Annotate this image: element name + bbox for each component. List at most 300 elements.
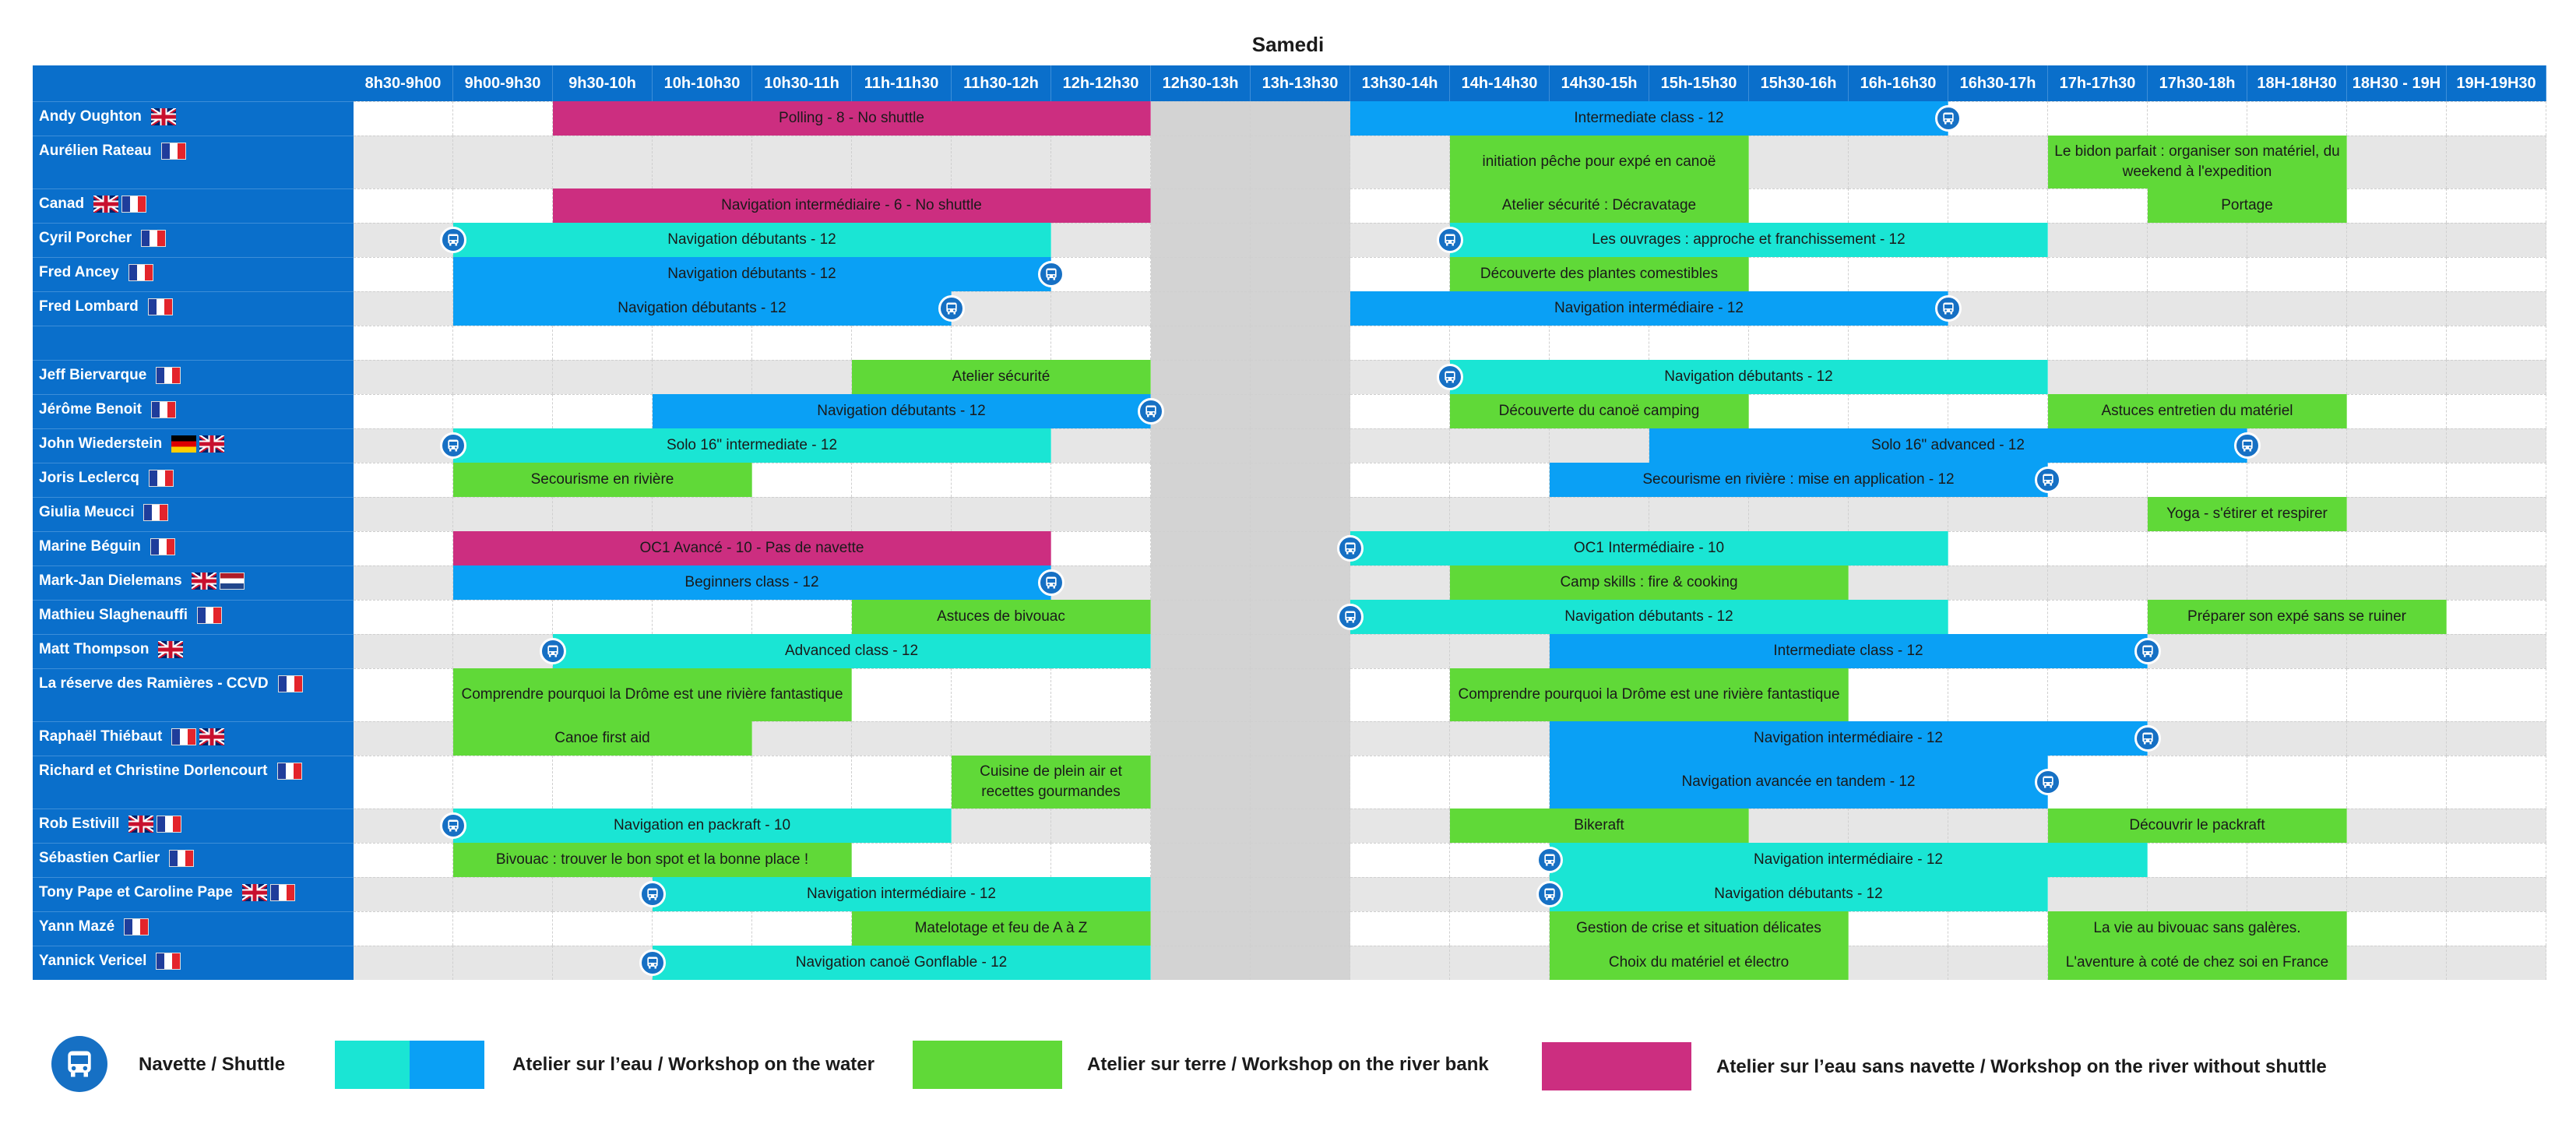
workshop-block[interactable] (453, 721, 752, 756)
empty-slot-cell (1350, 136, 1450, 188)
workshop-block[interactable] (1550, 721, 2148, 756)
empty-slot-cell (1948, 946, 2048, 980)
participant-name: Jeff Biervarque (39, 367, 147, 383)
workshop-block[interactable] (1450, 394, 1749, 428)
empty-slot-cell (1350, 463, 1450, 497)
empty-slot-cell (1948, 188, 2048, 223)
workshop-label: Navigation intermédiaire - 12 (1754, 851, 1943, 868)
workshop-label: OC1 Intermédiaire - 10 (1573, 540, 1725, 556)
flag-fr-icon (156, 953, 181, 970)
workshop-label: Secourisme en rivière : mise en application - 12 (1642, 471, 1955, 488)
workshop-block[interactable] (1350, 600, 1948, 634)
flag-uk-icon (151, 108, 176, 125)
empty-slot-cell (2247, 668, 2347, 721)
shuttle-bus-icon (2035, 769, 2061, 795)
participant-name-cell (33, 188, 354, 223)
empty-slot-cell (1550, 497, 1649, 531)
empty-slot-cell (2048, 668, 2148, 721)
workshop-block[interactable] (852, 360, 1151, 394)
empty-slot-cell (453, 911, 553, 946)
empty-slot-cell (2247, 531, 2347, 565)
empty-slot-cell (1450, 756, 1550, 809)
empty-slot-cell (1051, 531, 1151, 565)
shuttle-bus-icon (1337, 535, 1364, 562)
empty-slot-cell (2048, 497, 2148, 531)
time-slot-header: 13h-13h30 (1251, 65, 1350, 101)
empty-slot-cell (2048, 565, 2148, 600)
legend-shuttle-label: Navette / Shuttle (139, 1054, 286, 1075)
empty-slot-cell (1948, 257, 2048, 291)
participant-name-cell (33, 809, 354, 843)
time-slot-header: 11h30-12h (952, 65, 1051, 101)
participant-name: Matt Thompson (39, 641, 150, 657)
empty-slot-cell (2347, 360, 2447, 394)
shuttle-bus-icon (639, 949, 666, 976)
workshop-label: La vie au bivouac sans galères. (2093, 920, 2301, 936)
workshop-label: Navigation débutants - 12 (667, 266, 836, 282)
flag-uk-icon (242, 884, 267, 901)
lunch-break-cell (1251, 136, 1350, 188)
empty-slot-cell (354, 188, 453, 223)
participant-name-cell (33, 843, 354, 877)
empty-slot-cell (1849, 911, 1948, 946)
workshop-block[interactable] (852, 911, 1151, 946)
lunch-break-cell (1151, 911, 1251, 946)
empty-slot-cell (2048, 360, 2148, 394)
schedule-grid (33, 65, 2550, 1005)
empty-slot-cell (453, 188, 553, 223)
empty-slot-cell (1948, 600, 2048, 634)
empty-slot-cell (2347, 257, 2447, 291)
participant-name: Tony Pape et Caroline Pape (39, 884, 233, 900)
participant-name: Sébastien Carlier (39, 850, 160, 866)
workshop-label: Astuces entretien du matériel (2101, 403, 2293, 419)
workshop-block[interactable] (2148, 188, 2347, 223)
time-slot-header: 15h30-16h (1749, 65, 1849, 101)
shuttle-bus-icon (540, 638, 566, 664)
workshop-block[interactable] (453, 257, 1051, 291)
empty-slot-cell (2347, 136, 2447, 188)
empty-slot-cell (752, 756, 852, 809)
workshop-label: Camp skills : fire & cooking (1560, 574, 1738, 590)
empty-slot-cell (553, 600, 653, 634)
workshop-block[interactable] (2048, 394, 2347, 428)
workshop-block[interactable] (453, 428, 1051, 463)
empty-slot-cell (354, 360, 453, 394)
workshop-label: Le bidon parfait : organiser son matériel, du weekend à l'expedition (2054, 143, 2340, 180)
legend (0, 1013, 2576, 1114)
empty-slot-cell (1051, 257, 1151, 291)
empty-slot-cell (952, 291, 1051, 326)
empty-slot-cell (1350, 668, 1450, 721)
legend-land-swatch (913, 1041, 1062, 1089)
empty-slot-cell (354, 843, 453, 877)
workshop-block[interactable] (653, 394, 1151, 428)
participant-name: Andy Oughton (39, 108, 142, 125)
shuttle-bus-icon (2234, 432, 2261, 459)
flag-fr-icon (270, 884, 295, 901)
workshop-block[interactable] (1550, 946, 1849, 980)
empty-slot-cell (2447, 101, 2546, 136)
empty-slot-cell (453, 360, 553, 394)
empty-slot-cell (2247, 877, 2347, 911)
empty-slot-cell (1051, 428, 1151, 463)
workshop-label: Gestion de crise et situation délicates (1576, 920, 1821, 936)
lunch-break-cell (1251, 911, 1350, 946)
empty-slot-cell (2447, 291, 2546, 326)
empty-slot-cell (1450, 634, 1550, 668)
empty-slot-cell (553, 911, 653, 946)
empty-slot-cell (553, 360, 653, 394)
legend-no-shuttle-swatch (1542, 1042, 1691, 1090)
lunch-break-cell (1151, 497, 1251, 531)
empty-slot-cell (752, 360, 852, 394)
workshop-block[interactable] (2048, 136, 2347, 188)
workshop-label: Atelier sécurité (952, 368, 1050, 385)
empty-slot-cell (952, 721, 1051, 756)
empty-slot-cell (453, 497, 553, 531)
empty-slot-cell (354, 291, 453, 326)
empty-slot-cell (2247, 360, 2347, 394)
empty-slot-cell (1350, 634, 1450, 668)
workshop-label: Découverte du canoë camping (1498, 403, 1700, 419)
lunch-break-cell (1251, 946, 1350, 980)
empty-slot-cell (653, 756, 752, 809)
workshop-block[interactable] (653, 946, 1151, 980)
workshop-label: initiation pêche pour expé en canoë (1482, 153, 1716, 170)
empty-slot-cell (2247, 257, 2347, 291)
empty-slot-cell (1051, 721, 1151, 756)
empty-slot-cell (2048, 531, 2148, 565)
time-slot-header: 9h30-10h (553, 65, 653, 101)
lunch-break-cell (1251, 394, 1350, 428)
time-slot-header: 18H-18H30 (2247, 65, 2347, 101)
shuttle-bus-icon (440, 432, 466, 459)
workshop-block[interactable] (653, 877, 1151, 911)
participant-name-cell (33, 101, 354, 136)
workshop-label: Navigation débutants - 12 (1564, 608, 1733, 625)
participant-name: Canad (39, 196, 85, 212)
lunch-break-cell (1251, 600, 1350, 634)
time-slot-header: 16h30-17h (1948, 65, 2048, 101)
workshop-label: Navigation intermédiaire - 6 - No shuttle (721, 197, 982, 213)
workshop-block[interactable] (453, 668, 852, 721)
flag-fr-icon (197, 607, 222, 624)
empty-slot-cell (2447, 600, 2546, 634)
workshop-label: Navigation débutants - 12 (817, 403, 986, 419)
workshop-block[interactable] (2148, 600, 2447, 634)
empty-slot-cell (1350, 565, 1450, 600)
empty-slot-cell (1350, 257, 1450, 291)
empty-slot-cell (2048, 188, 2148, 223)
empty-slot-cell (1749, 394, 1849, 428)
workshop-block[interactable] (1450, 809, 1749, 843)
participant-name-cell (33, 565, 354, 600)
participant-name-cell (33, 463, 354, 497)
lunch-break-cell (1151, 809, 1251, 843)
legend-water-label: Atelier sur l’eau / Workshop on the water (512, 1054, 875, 1075)
workshop-block[interactable] (1450, 257, 1749, 291)
empty-slot-cell (2347, 223, 2447, 257)
empty-slot-cell (2048, 101, 2148, 136)
workshop-block[interactable] (2148, 497, 2347, 531)
empty-slot-cell (1350, 497, 1450, 531)
participant-name: Giulia Meucci (39, 504, 135, 520)
workshop-block[interactable] (453, 223, 1051, 257)
workshop-block[interactable] (1350, 531, 1948, 565)
empty-slot-cell (354, 394, 453, 428)
participant-name-cell (33, 394, 354, 428)
legend-water-swatch-blue (410, 1041, 484, 1089)
workshop-label: Bivouac : trouver le bon spot et la bonne place ! (495, 851, 809, 868)
lunch-break-cell (1251, 809, 1350, 843)
workshop-block[interactable] (553, 101, 1151, 136)
participant-name: Fred Lombard (39, 298, 139, 315)
header-name-column (33, 65, 354, 101)
empty-slot-cell (553, 394, 653, 428)
workshop-block[interactable] (2048, 911, 2347, 946)
lunch-break-cell (1151, 721, 1251, 756)
empty-slot-cell (2148, 257, 2247, 291)
workshop-block[interactable] (553, 188, 1151, 223)
workshop-label: Préparer son expé sans se ruiner (2187, 608, 2406, 625)
workshop-label: Advanced class - 12 (784, 643, 919, 659)
workshop-block[interactable] (1450, 136, 1749, 188)
empty-slot-cell (1749, 188, 1849, 223)
empty-slot-cell (2048, 223, 2148, 257)
flag-fr-icon (278, 675, 303, 692)
empty-slot-cell (2347, 291, 2447, 326)
shuttle-bus-icon (1536, 881, 1563, 907)
empty-slot-cell (952, 843, 1051, 877)
shuttle-bus-icon (1437, 364, 1463, 390)
shuttle-bus-icon (440, 812, 466, 839)
lunch-break-cell (1251, 531, 1350, 565)
flag-fr-icon (150, 538, 175, 555)
workshop-label: L'aventure à coté de chez soi en France (2065, 954, 2329, 971)
empty-slot-cell (1450, 721, 1550, 756)
workshop-block[interactable] (2048, 809, 2347, 843)
workshop-label: Canoe first aid (554, 730, 650, 746)
workshop-block[interactable] (1450, 668, 1849, 721)
empty-slot-cell (2447, 326, 2546, 360)
lunch-break-cell (1151, 843, 1251, 877)
workshop-label: Atelier sécurité : Décravatage (1501, 197, 1697, 213)
workshop-block[interactable] (453, 565, 1051, 600)
workshop-label: Solo 16" intermediate - 12 (666, 437, 838, 453)
empty-slot-cell (2447, 188, 2546, 223)
participant-name-cell (33, 497, 354, 531)
empty-slot-cell (1849, 809, 1948, 843)
lunch-break-cell (1251, 101, 1350, 136)
legend-water-swatch-teal (335, 1041, 410, 1089)
lunch-break-cell (1251, 877, 1350, 911)
shuttle-bus-icon (2035, 467, 2061, 493)
workshop-block[interactable] (852, 600, 1151, 634)
participant-name: Yannick Vericel (39, 953, 147, 969)
flag-fr-icon (171, 728, 196, 745)
empty-slot-cell (553, 756, 653, 809)
shuttle-bus-icon (2134, 725, 2161, 752)
empty-slot-cell (2048, 463, 2148, 497)
empty-slot-cell (1948, 668, 2048, 721)
empty-slot-cell (752, 463, 852, 497)
workshop-block[interactable] (1450, 360, 2048, 394)
empty-slot-cell (553, 877, 653, 911)
empty-slot-cell (2148, 463, 2247, 497)
lunch-break-cell (1251, 223, 1350, 257)
empty-slot-cell (1749, 809, 1849, 843)
participant-name-cell (33, 326, 354, 360)
empty-slot-cell (952, 463, 1051, 497)
lunch-break-cell (1251, 634, 1350, 668)
workshop-block[interactable] (453, 809, 952, 843)
workshop-block[interactable] (1649, 428, 2247, 463)
empty-slot-cell (2447, 634, 2546, 668)
empty-slot-cell (354, 463, 453, 497)
empty-slot-cell (354, 101, 453, 136)
lunch-break-cell (1151, 223, 1251, 257)
shuttle-legend-icon (51, 1036, 107, 1092)
empty-slot-cell (1849, 497, 1948, 531)
lunch-break-cell (1151, 326, 1251, 360)
empty-slot-cell (354, 223, 453, 257)
empty-slot-cell (653, 326, 752, 360)
empty-slot-cell (2347, 946, 2447, 980)
empty-slot-cell (2447, 360, 2546, 394)
participant-name-cell (33, 531, 354, 565)
empty-slot-cell (1849, 668, 1948, 721)
workshop-block[interactable] (1550, 463, 2048, 497)
empty-slot-cell (2447, 668, 2546, 721)
shuttle-bus-icon (1038, 261, 1065, 287)
empty-slot-cell (1948, 497, 2048, 531)
lunch-break-cell (1151, 463, 1251, 497)
lunch-break-cell (1251, 497, 1350, 531)
empty-slot-cell (1350, 360, 1450, 394)
empty-slot-cell (2247, 565, 2347, 600)
time-slot-header: 12h-12h30 (1051, 65, 1151, 101)
empty-slot-cell (1948, 101, 2048, 136)
empty-slot-cell (852, 843, 952, 877)
lunch-break-cell (1151, 668, 1251, 721)
workshop-block[interactable] (952, 756, 1151, 809)
lunch-break-cell (1151, 257, 1251, 291)
shuttle-bus-icon (938, 295, 965, 322)
empty-slot-cell (2148, 668, 2247, 721)
workshop-label: Navigation débutants - 12 (1714, 886, 1883, 902)
time-slot-header: 10h30-11h (752, 65, 852, 101)
empty-slot-cell (1948, 911, 2048, 946)
empty-slot-cell (852, 497, 952, 531)
empty-slot-cell (2048, 326, 2148, 360)
workshop-block[interactable] (453, 463, 752, 497)
empty-slot-cell (354, 565, 453, 600)
empty-slot-cell (354, 634, 453, 668)
workshop-label: Comprendre pourquoi la Drôme est une rivière fantastique (461, 686, 843, 703)
empty-slot-cell (1948, 136, 2048, 188)
empty-slot-cell (1350, 721, 1450, 756)
time-slot-header: 8h30-9h00 (354, 65, 453, 101)
empty-slot-cell (1051, 843, 1151, 877)
time-slot-header: 18H30 - 19H (2347, 65, 2447, 101)
lunch-break-cell (1151, 600, 1251, 634)
empty-slot-cell (752, 326, 852, 360)
workshop-label: Navigation débutants - 12 (618, 300, 787, 316)
empty-slot-cell (2247, 326, 2347, 360)
time-slot-header: 13h30-14h (1350, 65, 1450, 101)
lunch-break-cell (1251, 360, 1350, 394)
empty-slot-cell (1350, 911, 1450, 946)
time-slot-header: 14h-14h30 (1450, 65, 1550, 101)
shuttle-bus-icon (1935, 105, 1962, 132)
empty-slot-cell (553, 326, 653, 360)
participant-name: Raphaël Thiébaut (39, 728, 163, 745)
workshop-block[interactable] (1550, 877, 2048, 911)
empty-slot-cell (2347, 101, 2447, 136)
lunch-break-cell (1251, 257, 1350, 291)
time-slot-header: 15h-15h30 (1649, 65, 1749, 101)
workshop-block[interactable] (553, 634, 1151, 668)
empty-slot-cell (1450, 911, 1550, 946)
workshop-block[interactable] (453, 531, 1051, 565)
workshop-block[interactable] (1450, 565, 1849, 600)
workshop-block[interactable] (1550, 843, 2148, 877)
empty-slot-cell (453, 634, 553, 668)
empty-slot-cell (2347, 877, 2447, 911)
empty-slot-cell (1350, 877, 1450, 911)
time-slot-header: 17h30-18h (2148, 65, 2247, 101)
empty-slot-cell (1849, 136, 1948, 188)
workshop-block[interactable] (2048, 946, 2347, 980)
lunch-break-cell (1251, 188, 1350, 223)
flag-fr-icon (157, 816, 181, 833)
time-slot-header: 16h-16h30 (1849, 65, 1948, 101)
shuttle-bus-icon (2134, 638, 2161, 664)
empty-slot-cell (453, 756, 553, 809)
empty-slot-cell (2148, 223, 2247, 257)
participant-name-cell (33, 634, 354, 668)
workshop-block[interactable] (453, 291, 952, 326)
shuttle-bus-icon (1536, 847, 1563, 873)
workshop-block[interactable] (1550, 911, 1849, 946)
empty-slot-cell (653, 497, 752, 531)
workshop-block[interactable] (453, 843, 852, 877)
workshop-label: Comprendre pourquoi la Drôme est une rivière fantastique (1458, 686, 1840, 703)
empty-slot-cell (1948, 394, 2048, 428)
empty-slot-cell (354, 428, 453, 463)
empty-slot-cell (1849, 326, 1948, 360)
workshop-block[interactable] (1350, 101, 1948, 136)
workshop-block[interactable] (1550, 634, 2148, 668)
empty-slot-cell (1350, 946, 1450, 980)
empty-slot-cell (1849, 946, 1948, 980)
workshop-block[interactable] (1550, 756, 2048, 809)
shuttle-bus-icon (1935, 295, 1962, 322)
empty-slot-cell (1749, 326, 1849, 360)
empty-slot-cell (1051, 326, 1151, 360)
workshop-block[interactable] (1350, 291, 1948, 326)
lunch-break-cell (1151, 877, 1251, 911)
participant-name: Cyril Porcher (39, 230, 132, 246)
empty-slot-cell (752, 911, 852, 946)
flag-uk-icon (199, 728, 224, 745)
participant-name: Jérôme Benoit (39, 401, 142, 417)
workshop-block[interactable] (1450, 223, 2048, 257)
participant-name: Yann Mazé (39, 918, 115, 935)
participant-name-cell (33, 877, 354, 911)
workshop-block[interactable] (1450, 188, 1749, 223)
